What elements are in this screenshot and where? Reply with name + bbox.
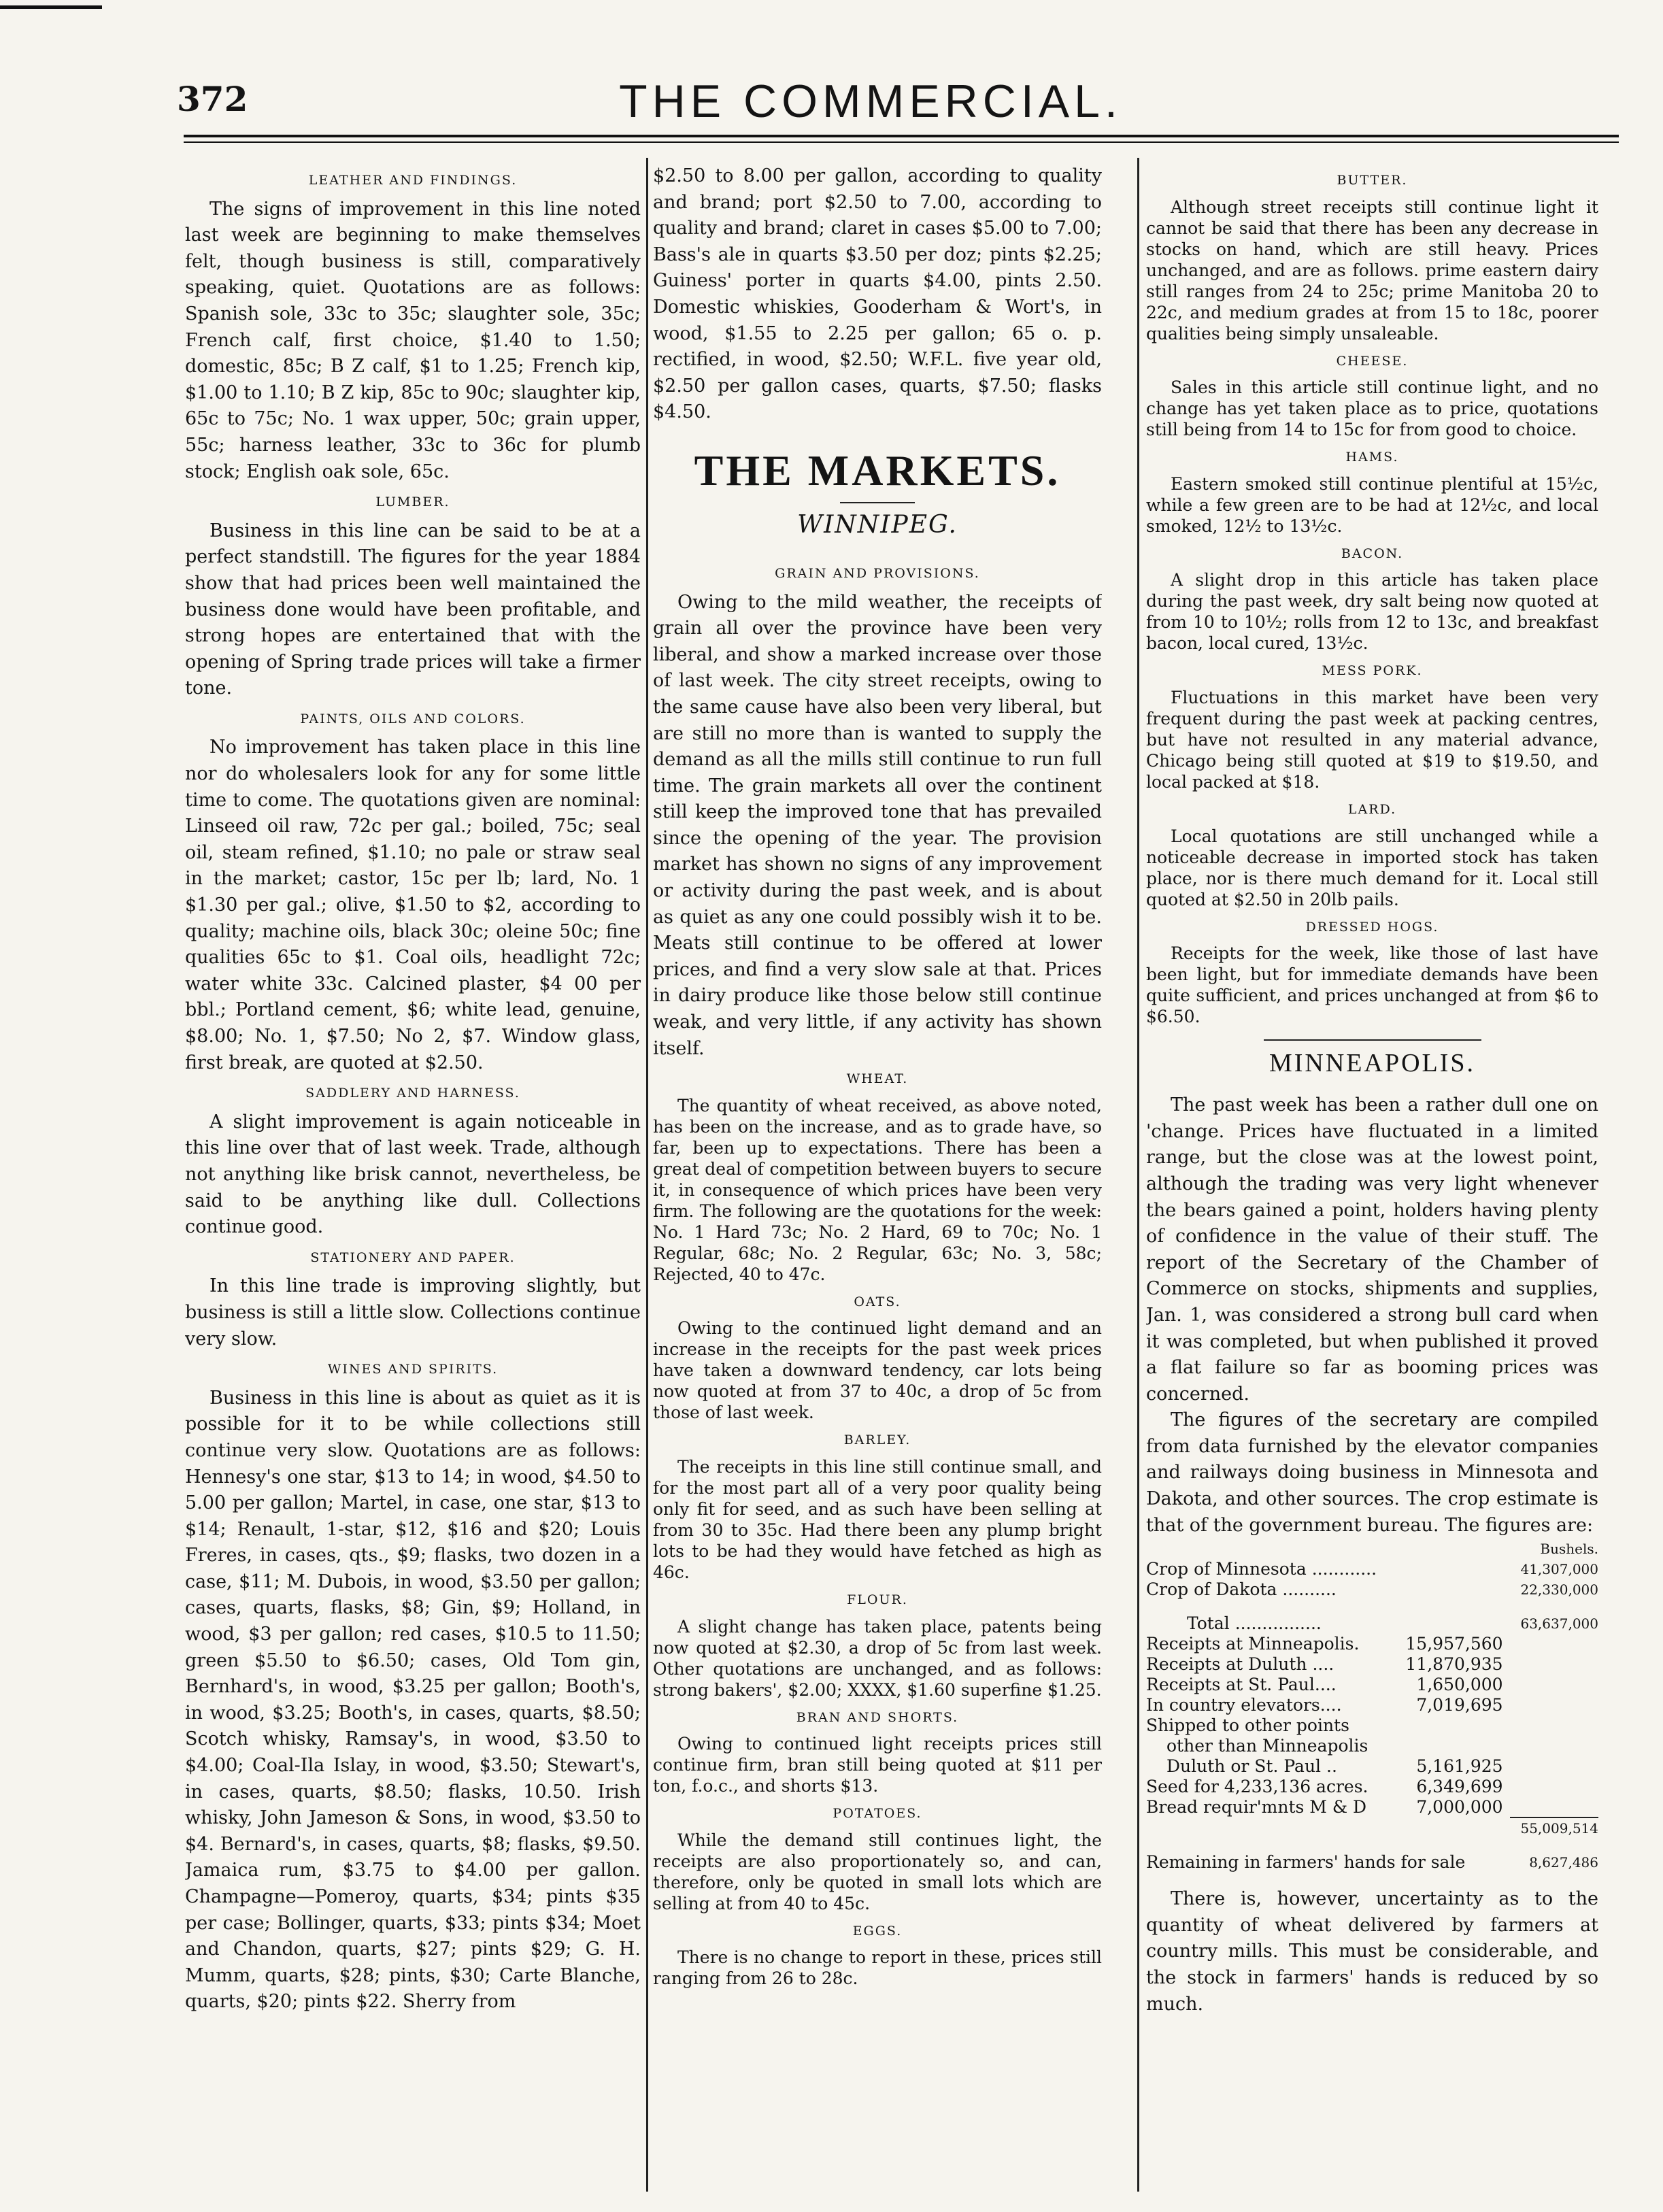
stats-label: Receipts at Duluth .... [1146,1654,1334,1675]
stats-label: Crop of Minnesota [1146,1559,1307,1579]
column-3 [1146,163,1598,2197]
stats-label: Receipts at Minneapolis. [1146,1634,1360,1654]
column-1 [185,163,641,2197]
stats-value: 41,307,000 [1520,1561,1598,1578]
section-body-bran: Owing to continued light receipts prices still continue firm, bran still being quoted at $11 per ton, f.o.c., and shorts $13. [653,1734,1102,1796]
stats-total-label: Total [1187,1613,1230,1634]
stats-value: 7,000,000 [1416,1797,1503,1817]
minneapolis-rule [1264,1039,1481,1041]
section-body-paints: No improvement has taken place in this line nor do wholesalers look for any for some little time to come. The quotations given are nominal: Linseed oil raw, 72c per gal.; boiled, 75c; seal oil, steam refined, $1.10; no pale or straw seal in the market; castor, 15c per lb; lard, No. 1 $1.30 per gal.; olive, $1.50 to $2, according to quality; machine oils, black 30c; oleine 50c; fine qualities 65c to $1. Coal oils, headlight 72c; water white 33c. Calcined plaster, $4 00 per bbl.; Portland cement, $6; white lead, genuine, $8.00; No. 1, $7.50; No 2, $7. Window glass, first break, are quoted at $2.50. [185,737,641,1073]
stats-label: Receipts at St. Paul.... [1146,1675,1337,1695]
section-heading-lumber: LUMBER. [375,495,450,510]
header-rule-thin [184,141,1619,143]
table-row [1146,1675,1598,1695]
column-divider-1 [646,158,648,2192]
section-heading-stationery: STATIONERY AND PAPER. [310,1250,516,1265]
section-body-lard: Local quotations are still unchanged while a noticeable decrease in imported stock has taken place, nor is there much demand for it. Local still quoted at $2.50 in 20lb pails. [1146,826,1598,909]
table-row [1146,1634,1598,1654]
section-heading-butter: BUTTER. [1337,173,1408,188]
section-heading-mess-pork: MESS PORK. [1322,663,1423,679]
section-heading-hams: HAMS. [1345,450,1399,465]
stats-label: other than Minneapolis [1166,1736,1368,1756]
section-heading-bacon: BACON. [1341,546,1404,561]
section-heading-bran: BRAN AND SHORTS. [796,1709,959,1725]
table-row-total [1146,1600,1598,1634]
section-heading-cheese: CHEESE. [1336,353,1409,369]
stats-sum-value: 55,009,514 [1510,1817,1598,1839]
minneapolis-para-3: There is, however, uncertainty as to the quantity of wheat delivered by farmers at country mills. This must be considerable, and the stock in farmers' hands is reduced by so much. [1146,1888,1598,2015]
section-body-wines: Business in this line is about as quiet as it is possible for it to be while collections still continue very slow. Quotations are as follows: Hennesy's one star, $13 to 14; in wood, $4.50 to 5.00 per gallon; Martel, in case, one star, $13 to $14; Renault, 1-star, $12, $16 and $20; Louis Freres, in cases, qts., $9; flasks, two dozen in a case, $11; M. Dubois, in wood, $3.50 per gallon; cases, quarts, flasks, $8; Gin, $9; Holland, in wood, $3 per gallon; red cases, $10.5 to 11.50; green $5.50 to $6.50; cases, Old Tom gin, Bernhard's, in wood, $3.25 per gallon; Booth's, in wood, $3.25; Booth's, in cases, quarts, $8.50; Scotch whisky, Ramsay's, in wood, $3.50 to $4.00; Coal-Ila Islay, in wood, $3.50; Stewart's, in cases, quarts, $8.50; flasks, 10.50. Irish whisky, John Jameson & Sons, in wood, $3.50 to $4. Bernard's, in cases, quarts, $8; flasks, $9.50. Jamaica rum, $3.75 to $4.00 per gallon. Champagne—Pomeroy, quarts, $34; pints $35 per case; Bollinger, quarts, $33; pints $34; Moet and Chandon, quarts, $27; pints $29; G. H. Mumm, quarts, $28; pints, $30; Carte Blanche, quarts, $20; pints $22. Sherry from [185,1387,641,2013]
stats-dots: ................ [1234,1613,1322,1634]
section-heading-dressed-hogs: DRESSED HOGS. [1305,919,1439,935]
stats-unit-spacer [1146,1539,1510,1559]
page-header [177,75,1564,136]
column-divider-2 [1137,158,1139,2192]
stats-label: Shipped to other points [1146,1715,1349,1736]
section-body-hams: Eastern smoked still continue plentiful at 15½c, while a few green are to be had at 12½c, and local smoked, 12½ to 13½c. [1146,473,1598,536]
table-row [1146,1579,1598,1600]
stats-label: Duluth or St. Paul .. [1166,1756,1337,1777]
minneapolis-para-2: The figures of the secretary are compiled from data furnished by the elevator companies and railways doing business in Minnesota and Dakota, and other sources. The crop estimate is that of the government bureau. The figures are: [1146,1409,1598,1536]
minneapolis-para-1: The past week has been a rather dull one on 'change. Prices have fluctuated in a limited range, but the close was at the lowest point, although the trading was very light whenever the bears gained a point, holders having plenty of confidence in the value of their stuff. The report of the Secretary of the Chamber of Commerce on stocks, shipments and supplies, Jan. 1, was considered a strong bull card when it was completed, but when published it proved a flat failure so far as booming prices was concerned. [1146,1094,1598,1405]
stats-value: 5,161,925 [1416,1756,1503,1777]
section-body-saddlery: A slight improvement is again noticeable in this line over that of last week. Trade, although not anything like brisk cannot, nevertheless, be said to be anything like dull. Collections continue good. [185,1111,641,1238]
city-title-winnipeg: WINNIPEG. [797,510,958,539]
section-body-flour: A slight change has taken place, patents being now quoted at $2.30, a drop of 5c from last week. Other quotations are unchanged, and as follows: strong bakers', $2.00; XXXX, $1.60 superfine $1.25. [653,1616,1102,1700]
table-row [1146,1736,1598,1756]
stats-dots: .......... [1282,1579,1337,1600]
table-row [1146,1559,1598,1579]
stats-value: 7,019,695 [1416,1695,1503,1715]
column-2 [653,163,1102,2197]
header-rule-thick [184,135,1619,137]
masthead-title: THE COMMERCIAL. [619,76,1122,127]
table-row [1146,1654,1598,1675]
stats-label: Crop of Dakota [1146,1579,1277,1600]
section-body-mess-pork: Fluctuations in this market have been very frequent during the past week at packing centres, but have not resulted in any material advance, Chicago being still quoted at $19 to $19.50, and local packed at $18. [1146,687,1598,792]
section-heading-wheat: WHEAT. [846,1071,909,1087]
section-body-wheat: The quantity of wheat received, as above noted, has been on the increase, and as to grade have, so far, been up to expectations. There has been a great deal of competition between buyers to secure it, in consequence of which prices have been very firm. The following are the quotations for the week: No. 1 Hard 73c; No. 2 Hard, 69 to 70c; No. 1 Regular, 68c; No. 2 Regular, 63c; No. 3, 58c; Rejected, 40 to 47c. [653,1095,1102,1284]
section-heading-wines: WINES AND SPIRITS. [327,1362,499,1377]
markets-title: THE MARKETS. [694,446,1061,495]
stats-value: 6,349,699 [1416,1777,1503,1797]
section-body-barley: The receipts in this line still continue small, and for the most part all of a very poor quality being only fit for seed, and as such have been selling at from 30 to 35c. Had there been any plump bright lots to be had they would have fetched as high as 46c. [653,1457,1102,1582]
section-body-bacon: A slight drop in this article has taken place during the past week, dry salt being now quoted at from 10 to 10½; rolls from 12 to 13c, and breakfast bacon, local cured, 13½c. [1146,570,1598,654]
table-row [1146,1695,1598,1715]
table-row [1146,1777,1598,1797]
stats-remaining-label: Remaining in farmers' hands for sale [1146,1852,1466,1873]
section-body-leather: The signs of improvement in this line noted last week are beginning to make themselves felt, though business is still, comparatively speaking, quiet. Quotations are as follows: Spanish sole, 33c to 35c; slaughter sole, 35c; French calf, first choice, $1.40 to 1.50; domestic, 85c; B Z calf, $1 to 1.25; French kip, $1.00 to 1.10; B Z kip, 85c to 90c; slaughter kip, 65c to 75c; No. 1 wax upper, 50c; grain upper, 55c; harness leather, 33c to 36c for plumb stock; English oak sole, 65c. [185,198,641,482]
stats-label: Bread requir'mnts M & D [1146,1797,1367,1817]
section-body-stationery: In this line trade is improving slightly, but business is still a little slow. Collections continue very slow. [185,1275,641,1350]
section-body-potatoes: While the demand still continues light, the receipts are also proportionately so, and can, therefore, only be quoted in small lots which are selling at from 40 to 45c. [653,1830,1102,1913]
section-heading-saddlery: SADDLERY AND HARNESS. [305,1086,520,1101]
section-body-grain: Owing to the mild weather, the receipts of grain all over the province have been very liberal, and show a marked increase over those of last week. The city street receipts, owing to the same cause have also been very liberal, but are still no more than is wanted to supply the demand as all the mills still continue to run full time. The grain markets all over the continent still keep the improved tone that has prevailed since the opening of the year. The provision market has shown no signs of any improvement or activity during the past week, and is about as quiet as any one could possibly wish it to be. Meats still continue to be offered at lower prices, and find a very slow sale at that. Prices in dairy produce like those below still continue weak, and very little, if any activity has shown itself. [653,591,1102,1059]
section-heading-potatoes: POTATOES. [833,1806,922,1822]
table-row [1146,1797,1598,1817]
table-row-sum [1146,1817,1598,1839]
top-edge-rule [0,5,102,9]
section-body-cheese: Sales in this article still continue light, and no change has yet taken place as to price, quotations still being from 14 to 15c for from good to choice. [1146,378,1598,440]
section-heading-barley: BARLEY. [843,1432,911,1448]
table-row [1146,1756,1598,1777]
page-number: 372 [177,79,248,119]
section-heading-leather: LEATHER AND FINDINGS. [308,173,518,188]
stats-value: 1,650,000 [1416,1675,1503,1695]
section-heading-lard: LARD. [1347,801,1397,817]
section-body-butter: Although street receipts still continue light it cannot be said that there has been any decrease in stocks on hand, which are still heavy. Prices unchanged, and are as follows. prime eastern dairy still ranges from 24 to 25c; prime Manitoba 20 to 22c, and medium grades at from 15 to 18c, poorer qualities being simply unsaleable. [1146,197,1598,343]
section-heading-paints: PAINTS, OILS AND COLORS. [300,711,526,726]
section-heading-flour: FLOUR. [847,1592,908,1607]
stats-remaining-value: 8,627,486 [1529,1854,1598,1871]
table-row-remaining [1146,1839,1598,1873]
section-body-lumber: Business in this line can be said to be at a perfect standstill. The figures for the year 1884 show that had prices been well maintained the business done would have been profitable, and strong hopes are entertained that with the opening of Spring trade prices will take a firmer tone. [185,520,641,699]
stats-unit: Bushels. [1540,1541,1598,1558]
stats-label: Seed for 4,233,136 acres. [1146,1777,1368,1797]
wines-continued: $2.50 to 8.00 per gallon, according to quality and brand; port $2.50 to 7.00, according to quality and brand; claret in cases $5.00 to 7.00; Bass's ale in quarts $3.50 per doz; pints $2.25; Guiness' porter in quarts $4.00, pints 2.50. Domestic whiskies, Gooderham & Wort's, in wood, $1.55 to 2.25 per gallon; 65 o. p. rectified, in wood, $2.50; W.F.L. five year old, $2.50 per gallon cases, quarts, $7.50; flasks $4.50. [653,165,1102,423]
section-heading-oats: OATS. [854,1294,901,1309]
stats-value: 11,870,935 [1405,1654,1503,1675]
section-body-oats: Owing to the continued light demand and an increase in the receipts for the past week prices have taken a downward tendency, car lots being now quoted at from 37 to 40c, a drop of 5c from those of last week. [653,1318,1102,1423]
stats-total-value: 63,637,000 [1520,1615,1598,1632]
stats-value: 22,330,000 [1520,1581,1598,1598]
stats-value: 15,957,560 [1405,1634,1503,1654]
section-heading-eggs: EGGS. [852,1923,903,1939]
wheat-stats-table [1146,1539,1598,1873]
stats-label: In country elevators.... [1146,1695,1342,1715]
title-rule [840,502,915,503]
section-body-dressed-hogs: Receipts for the week, like those of last have been light, but for immediate demands have been quite sufficient, and prices unchanged at from $6 to $6.50. [1146,943,1598,1027]
section-heading-grain: GRAIN AND PROVISIONS. [775,565,980,581]
section-body-eggs: There is no change to report in these, prices still ranging from 26 to 28c. [653,1947,1102,1989]
city-title-minneapolis: MINNEAPOLIS. [1269,1049,1476,1078]
stats-dots: ............ [1311,1559,1377,1579]
table-row [1146,1715,1598,1736]
